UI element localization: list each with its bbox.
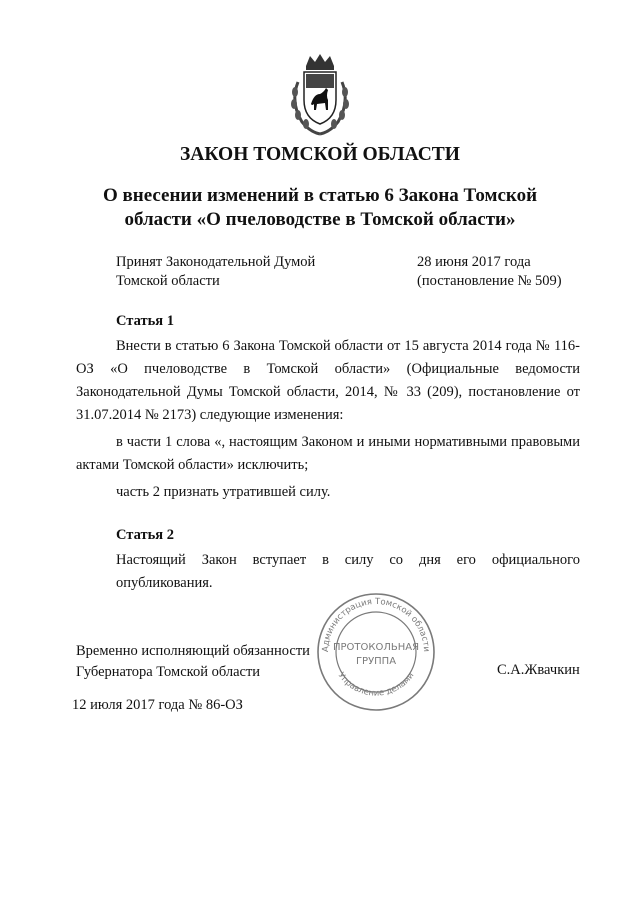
stamp-center-line-1: ПРОТОКОЛЬНАЯ xyxy=(332,642,420,653)
coat-of-arms-icon xyxy=(284,52,356,138)
article-1-paragraph-3: часть 2 признать утратившей силу. xyxy=(116,484,331,500)
adoption-date-line-2: (постановление № 509) xyxy=(417,273,562,289)
stamp-ring-bottom-text: Управление делами xyxy=(335,670,417,699)
stamp-center-line-2: ГРУППА xyxy=(355,656,397,667)
article-1-paragraph-1: Внести в статью 6 Закона Томской области от 15 августа 2014 года № 116-ОЗ «О пчеловодстве в Томской области» (Официальные ведомости Законодательной Думы Томской области, 2014, № 33 (209), постановление от 31.07.2014 № 2173) следующие изменения: xyxy=(76,338,580,423)
adoption-date xyxy=(417,253,617,291)
stamp-ring-top-text: Администрация Томской области xyxy=(320,596,432,653)
signer-position-line-1: Временно исполняющий обязанности xyxy=(76,643,310,659)
law-title: ЗАКОН ТОМСКОЙ ОБЛАСТИ xyxy=(180,144,460,165)
law-number-date: 12 июля 2017 года № 86-ОЗ xyxy=(72,697,243,713)
subtitle-line-1: О внесении изменений в статью 6 Закона Томской xyxy=(102,185,538,206)
adoption-info xyxy=(116,253,396,291)
article-1-paragraph-2: в части 1 слова «, настоящим Законом и иными нормативными правовыми актами Томской области» исключить; xyxy=(76,434,580,473)
adoption-date-line-1: 28 июня 2017 года xyxy=(417,254,531,270)
signer-position xyxy=(76,641,336,683)
adopted-by-line-1: Принят Законодательной Думой xyxy=(116,254,316,270)
article-2-title: Статья 2 xyxy=(116,527,174,543)
subtitle-line-2: области «О пчеловодстве в Томской области» xyxy=(124,209,516,230)
law-subtitle xyxy=(60,184,580,232)
article-1-title: Статья 1 xyxy=(116,313,174,329)
adopted-by-line-2: Томской области xyxy=(116,273,220,289)
article-2-paragraph-1: Настоящий Закон вступает в силу со дня его официального опубликования. xyxy=(116,552,580,591)
signer-position-line-2: Губернатора Томской области xyxy=(76,664,261,680)
signer-name: С.А.Жвачкин xyxy=(497,662,580,678)
